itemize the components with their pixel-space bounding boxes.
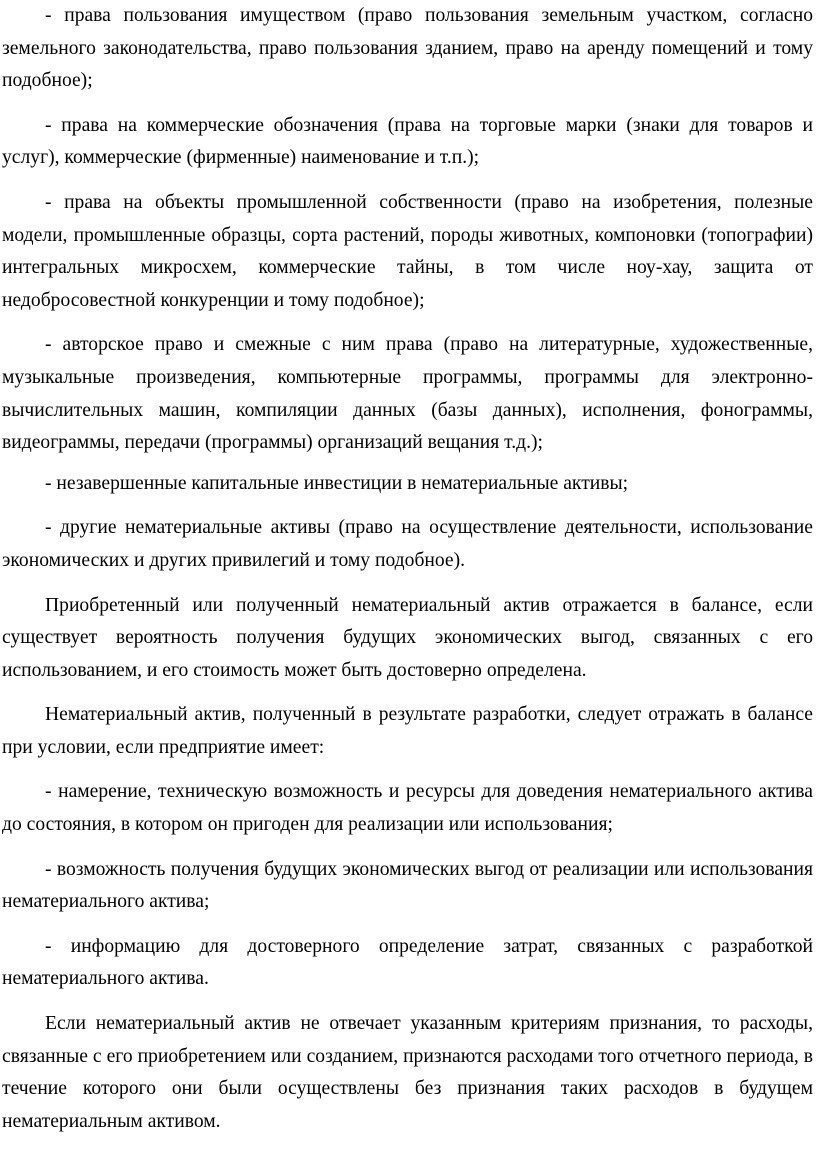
- paragraph-commercial-designations: - права на коммерческие обозначения (права на торговые марки (знаки для товаров и услуг), коммерческие (фирменные) наименование и т.п.);: [2, 114, 813, 169]
- paragraph-copyright: - авторское право и смежные с ним права (право на литературные, художественные, музыкальные произведения, компьютерные программы, программы для электронно-вычислительных машин, компиляции данных (базы данных), исполнения, фонограммы, видеограммы, передачи (программы) организаций вещания т.д.);: [2, 334, 813, 454]
- paragraph-intention-capability: - намерение, техническую возможность и ресурсы для доведения нематериального актива до состояния, в котором он пригоден для реализации или использования;: [2, 781, 813, 836]
- document-page: [2, 0, 813, 1138]
- paragraph-cost-information: - информацию для достоверного определение затрат, связанных с разработкой нематериального актива.: [2, 935, 813, 990]
- paragraph-recognition-criteria: Приобретенный или полученный нематериальный актив отражается в балансе, если существует вероятность получения будущих экономических выгод, связанных с его использованием, и его стоимость может быть достоверно определена.: [2, 594, 813, 681]
- paragraph-property-use-rights: - права пользования имуществом (право пользования земельным участком, согласно земельного законодательства, право пользования зданием, право на аренду помещений и тому подобное);: [2, 5, 813, 92]
- paragraph-expense-recognition: Если нематериальный актив не отвечает указанным критериям признания, то расходы, связанные с его приобретением или созданием, признаются расходами того отчетного периода, в течение которого они были осуществлены без признания таких расходов в будущем нематериальным активом.: [2, 1013, 813, 1132]
- paragraph-unfinished-investments: - незавершенные капитальные инвестиции в нематериальные активы;: [45, 472, 629, 494]
- paragraph-development-assets: Нематериальный актив, полученный в результате разработки, следует отражать в балансе при условии, если предприятие имеет:: [2, 704, 813, 758]
- paragraph-industrial-property: - права на объекты промышленной собственности (право на изобретения, полезные модели, промышленные образцы, сорта растений, породы животных, компоновки (топографии) интегральных микросхем, коммерческие тайны, в том числе ноу-хау, защита от недобросовестной конкуренции и тому подобное);: [2, 191, 813, 311]
- paragraph-other-intangibles: - другие нематериальные активы (право на осуществление деятельности, использование экономических и других привилегий и тому подобное).: [2, 517, 813, 571]
- paragraph-future-benefits: - возможность получения будущих экономических выгод от реализации или использования нематериального актива;: [2, 858, 813, 913]
